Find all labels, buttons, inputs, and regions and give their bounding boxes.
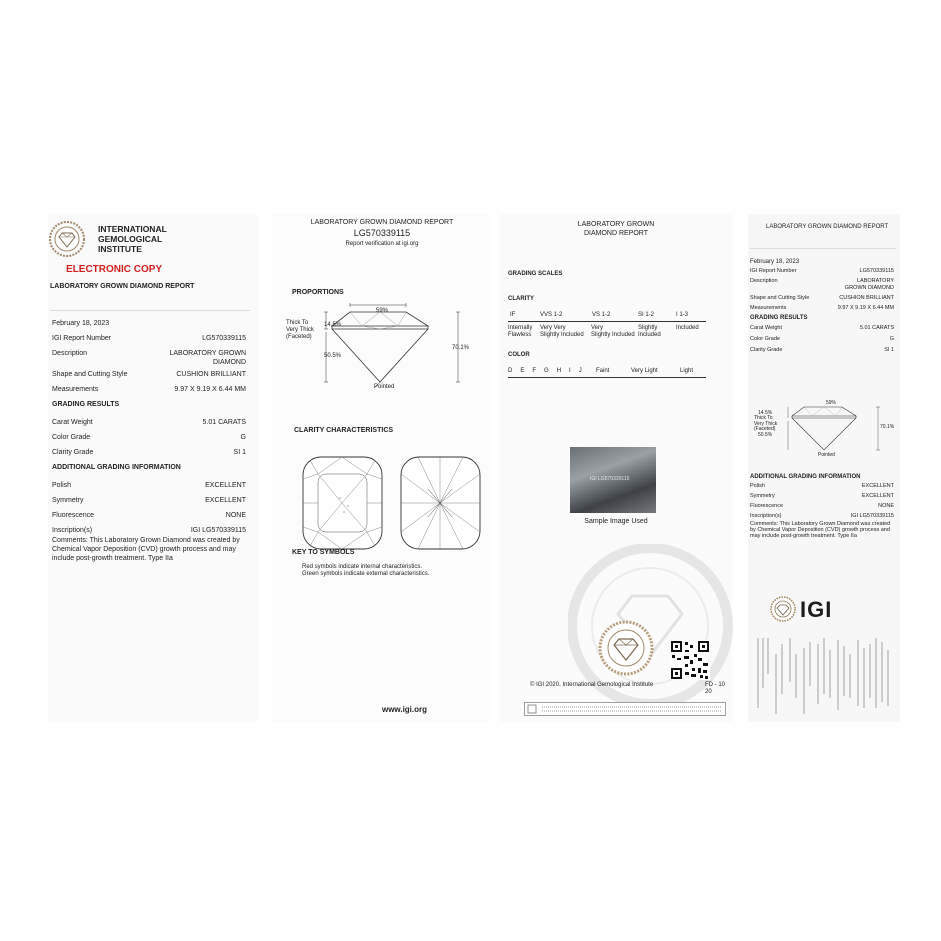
- divider: [50, 310, 250, 311]
- report-verification: Report verification at igi.org: [345, 241, 419, 247]
- field-label: IGI Report Number: [52, 335, 112, 342]
- clarity-desc: [638, 325, 661, 339]
- clarity-desc-line: Internally: [508, 325, 533, 331]
- grade-value: SI 1: [233, 449, 246, 456]
- grade-value: 5.01 CARATS: [202, 419, 246, 426]
- grade-row: [750, 347, 894, 354]
- field-row: [52, 334, 246, 343]
- prop-table-value: 59%: [376, 308, 389, 314]
- clarity-grade: IF: [510, 312, 516, 318]
- proportions-diagram: [310, 302, 470, 392]
- clarity-grade: VS 1-2: [592, 312, 611, 318]
- key-heading: KEY TO SYMBOLS: [292, 549, 355, 556]
- additional-value: EXCELLENT: [861, 493, 894, 499]
- additional-heading: ADDITIONAL GRADING INFORMATION: [750, 474, 861, 480]
- prop-crown-value: 14.5%: [758, 410, 773, 416]
- website-link[interactable]: www.igi.org: [381, 705, 428, 714]
- comments: Comments: This Laboratory Grown Diamond was created by Chemical Vapor Deposition (CVD) growth process and may include post-growth treatment. Type IIa: [52, 537, 240, 562]
- copyright: © IGI 2020, International Gemological Institute: [530, 682, 654, 688]
- additional-label: Polish: [750, 483, 765, 489]
- sample-inscription: IGI LG570339115: [590, 476, 630, 482]
- sample-caption: Sample Image Used: [584, 518, 648, 525]
- prop-crown-value: 14.5%: [324, 322, 342, 328]
- additional-row: [52, 481, 246, 490]
- grade-row: [52, 448, 246, 457]
- clarity-desc-line: Slightly Included: [540, 332, 584, 338]
- additional-row: [750, 513, 894, 520]
- additional-label: Fluorescence: [52, 512, 95, 519]
- clarity-heading: CLARITY CHARACTERISTICS: [294, 427, 394, 434]
- additional-row: [750, 503, 894, 510]
- field-row: [750, 295, 894, 302]
- field-row: [750, 268, 894, 275]
- grade-label: Color Grade: [750, 336, 780, 342]
- security-strip: [524, 702, 726, 716]
- igi-seal-icon: [598, 620, 654, 676]
- qr-code-icon[interactable]: [670, 640, 710, 680]
- grade-row: [750, 336, 894, 343]
- color-letter: F: [532, 368, 537, 374]
- field-value: LABORATORY GROWN DIAMOND: [844, 278, 894, 291]
- color-letter: H: [556, 368, 562, 374]
- report-date: February 18, 2023: [750, 259, 800, 265]
- grade-label: Carat Weight: [52, 419, 93, 426]
- grade-value: G: [889, 336, 894, 342]
- field-value: CUSHION BRILLIANT: [839, 295, 894, 301]
- report-title: LABORATORY GROWN DIAMOND REPORT: [310, 219, 454, 226]
- clarity-desc-line: Slightly Included: [591, 332, 635, 338]
- prop-pavilion-value: 50.5%: [324, 353, 342, 359]
- additional-label: Fluorescence: [750, 503, 784, 509]
- igi-seal-icon: [48, 220, 86, 258]
- field-row: [52, 370, 246, 379]
- prop-depth-value: 70.1%: [452, 345, 470, 351]
- rotated-stub: [752, 634, 894, 718]
- report-title: LABORATORY GROWN DIAMOND REPORT: [50, 283, 195, 290]
- prop-depth-value: 70.1%: [880, 424, 895, 430]
- electronic-copy-label: ELECTRONIC COPY: [66, 264, 163, 275]
- additional-value: IGI LG570339115: [850, 513, 894, 519]
- report-panel-front: [48, 214, 258, 722]
- prop-girdle-label: [754, 416, 777, 433]
- report-title: [500, 220, 732, 238]
- org-name-line: GEMOLOGICAL: [98, 234, 163, 244]
- clarity-plot-pavilion: [398, 454, 483, 552]
- divider: [750, 248, 896, 249]
- proportions-diagram: [778, 402, 893, 457]
- field-value: LG570339115: [859, 268, 894, 274]
- additional-value: IGI LG570339115: [190, 527, 246, 534]
- report-panel-summary: [748, 214, 900, 722]
- field-row: [52, 385, 246, 394]
- prop-culet-value: Pointed: [818, 452, 835, 458]
- clarity-scale-heading: CLARITY: [508, 296, 534, 302]
- additional-value: EXCELLENT: [861, 483, 894, 489]
- report-panel-scales: [500, 214, 732, 722]
- grade-row: [52, 433, 246, 442]
- prop-girdle-line: (Faceted): [754, 426, 776, 432]
- clarity-grade: SI 1-2: [638, 312, 655, 318]
- prop-girdle-line: Very Thick: [754, 420, 778, 427]
- field-row: [750, 278, 894, 291]
- grade-label: Color Grade: [52, 434, 91, 441]
- color-letter: D: [508, 368, 513, 374]
- field-label: IGI Report Number: [750, 268, 797, 274]
- clarity-grade: I 1-3: [676, 312, 689, 318]
- grade-label: Clarity Grade: [750, 347, 783, 353]
- additional-row: [750, 483, 894, 490]
- additional-label: Polish: [52, 482, 72, 489]
- additional-row: [52, 526, 246, 535]
- color-desc: Light: [680, 368, 694, 374]
- field-value: CUSHION BRILLIANT: [176, 371, 246, 378]
- key-line: Green symbols indicate external characteristics.: [302, 571, 430, 577]
- clarity-desc-line: Flawless: [508, 332, 532, 338]
- field-label: Description: [750, 278, 778, 284]
- color-letters: [508, 368, 582, 375]
- additional-row: [750, 493, 894, 500]
- additional-label: Symmetry: [52, 497, 84, 504]
- field-value: 9.97 X 9.19 X 6.44 MM: [837, 305, 894, 311]
- additional-label: Inscription(s): [750, 513, 782, 519]
- igi-brand: IGI: [800, 597, 833, 622]
- field-row: [750, 305, 894, 312]
- proportions-heading: PROPORTIONS: [292, 289, 344, 296]
- field-label: Shape and Cutting Style: [750, 295, 810, 301]
- prop-girdle-line: Thick To: [754, 415, 773, 421]
- form-code: FD - 10 20: [705, 682, 726, 695]
- key-line: Red symbols indicate internal characteristics.: [302, 564, 423, 570]
- clarity-desc: [591, 325, 635, 339]
- field-value: LG570339115: [202, 335, 246, 342]
- additional-value: NONE: [878, 503, 894, 509]
- grade-value: 5.01 CARATS: [859, 325, 894, 331]
- field-row: [52, 349, 246, 367]
- clarity-desc-line: Very: [591, 325, 604, 331]
- grade-value: SI 1: [884, 347, 894, 353]
- additional-label: Inscription(s): [52, 527, 93, 534]
- field-value: LABORATORY GROWN DIAMOND: [169, 350, 246, 366]
- field-label: Description: [52, 350, 88, 357]
- sample-image: [570, 447, 656, 513]
- clarity-desc-line: Included: [638, 332, 661, 338]
- grade-value: G: [240, 434, 246, 441]
- clarity-plot-crown: [300, 454, 385, 552]
- clarity-desc-line: Very Very: [540, 325, 566, 331]
- prop-culet-value: Pointed: [374, 384, 395, 390]
- org-name-line: INTERNATIONAL: [98, 224, 167, 234]
- report-date: February 18, 2023: [52, 320, 110, 327]
- additional-heading: ADDITIONAL GRADING INFORMATION: [52, 464, 181, 471]
- clarity-desc-line: Included: [676, 325, 699, 331]
- grading-results-heading: GRADING RESULTS: [52, 401, 120, 408]
- report-title: LABORATORY GROWN DIAMOND REPORT: [766, 224, 889, 230]
- additional-value: NONE: [225, 512, 246, 519]
- additional-value: EXCELLENT: [205, 497, 246, 504]
- color-scale-heading: COLOR: [508, 352, 530, 358]
- org-name-line: INSTITUTE: [98, 244, 142, 254]
- prop-table-value: 59%: [826, 400, 837, 406]
- prop-girdle-label: [286, 320, 314, 341]
- field-label: Measurements: [52, 386, 99, 393]
- additional-label: Symmetry: [750, 493, 775, 499]
- color-letter: I: [569, 368, 571, 374]
- rotated-stub-lines: [752, 634, 894, 718]
- color-letter: E: [520, 368, 525, 374]
- color-desc: Very Light: [631, 368, 658, 374]
- field-value: 9.97 X 9.19 X 6.44 MM: [174, 386, 246, 393]
- grading-results-heading: GRADING RESULTS: [750, 315, 808, 321]
- field-label: Shape and Cutting Style: [52, 371, 128, 378]
- additional-value: EXCELLENT: [205, 482, 246, 489]
- grade-label: Clarity Grade: [52, 449, 94, 456]
- report-title-line: DIAMOND REPORT: [583, 230, 649, 237]
- prop-girdle-line: (Faceted): [286, 334, 312, 340]
- prop-pavilion-value: 50.5%: [758, 432, 773, 438]
- grade-row: [52, 418, 246, 427]
- color-letter: G: [544, 368, 549, 374]
- report-panel-proportions: [272, 214, 492, 722]
- prop-girdle-line: Thick To: [286, 320, 309, 326]
- grading-scales-heading: GRADING SCALES: [508, 271, 563, 277]
- color-desc: Faint: [596, 368, 610, 374]
- grade-label: Carat Weight: [750, 325, 782, 331]
- grade-row: [750, 325, 894, 332]
- field-label: Measurements: [750, 305, 787, 311]
- report-title-line: LABORATORY GROWN: [577, 221, 655, 228]
- clarity-desc: [676, 325, 699, 332]
- color-scale-line: [508, 377, 706, 378]
- color-letter: J: [578, 368, 582, 374]
- report-number: LG570339115: [353, 228, 411, 238]
- igi-seal-icon: [770, 596, 796, 622]
- clarity-desc: [508, 325, 532, 339]
- additional-row: [52, 511, 246, 520]
- org-name: [98, 224, 167, 254]
- additional-row: [52, 496, 246, 505]
- clarity-desc-line: Slightly: [638, 325, 658, 331]
- clarity-desc: [540, 325, 584, 339]
- clarity-grade: VVS 1-2: [540, 312, 563, 318]
- comments: Comments: This Laboratory Grown Diamond was created by Chemical Vapor Deposition (CVD) growth process and may include post-growth treatment. Type IIa: [750, 521, 891, 539]
- clarity-scale-line: [508, 321, 706, 322]
- prop-girdle-line: Very Thick: [286, 327, 314, 333]
